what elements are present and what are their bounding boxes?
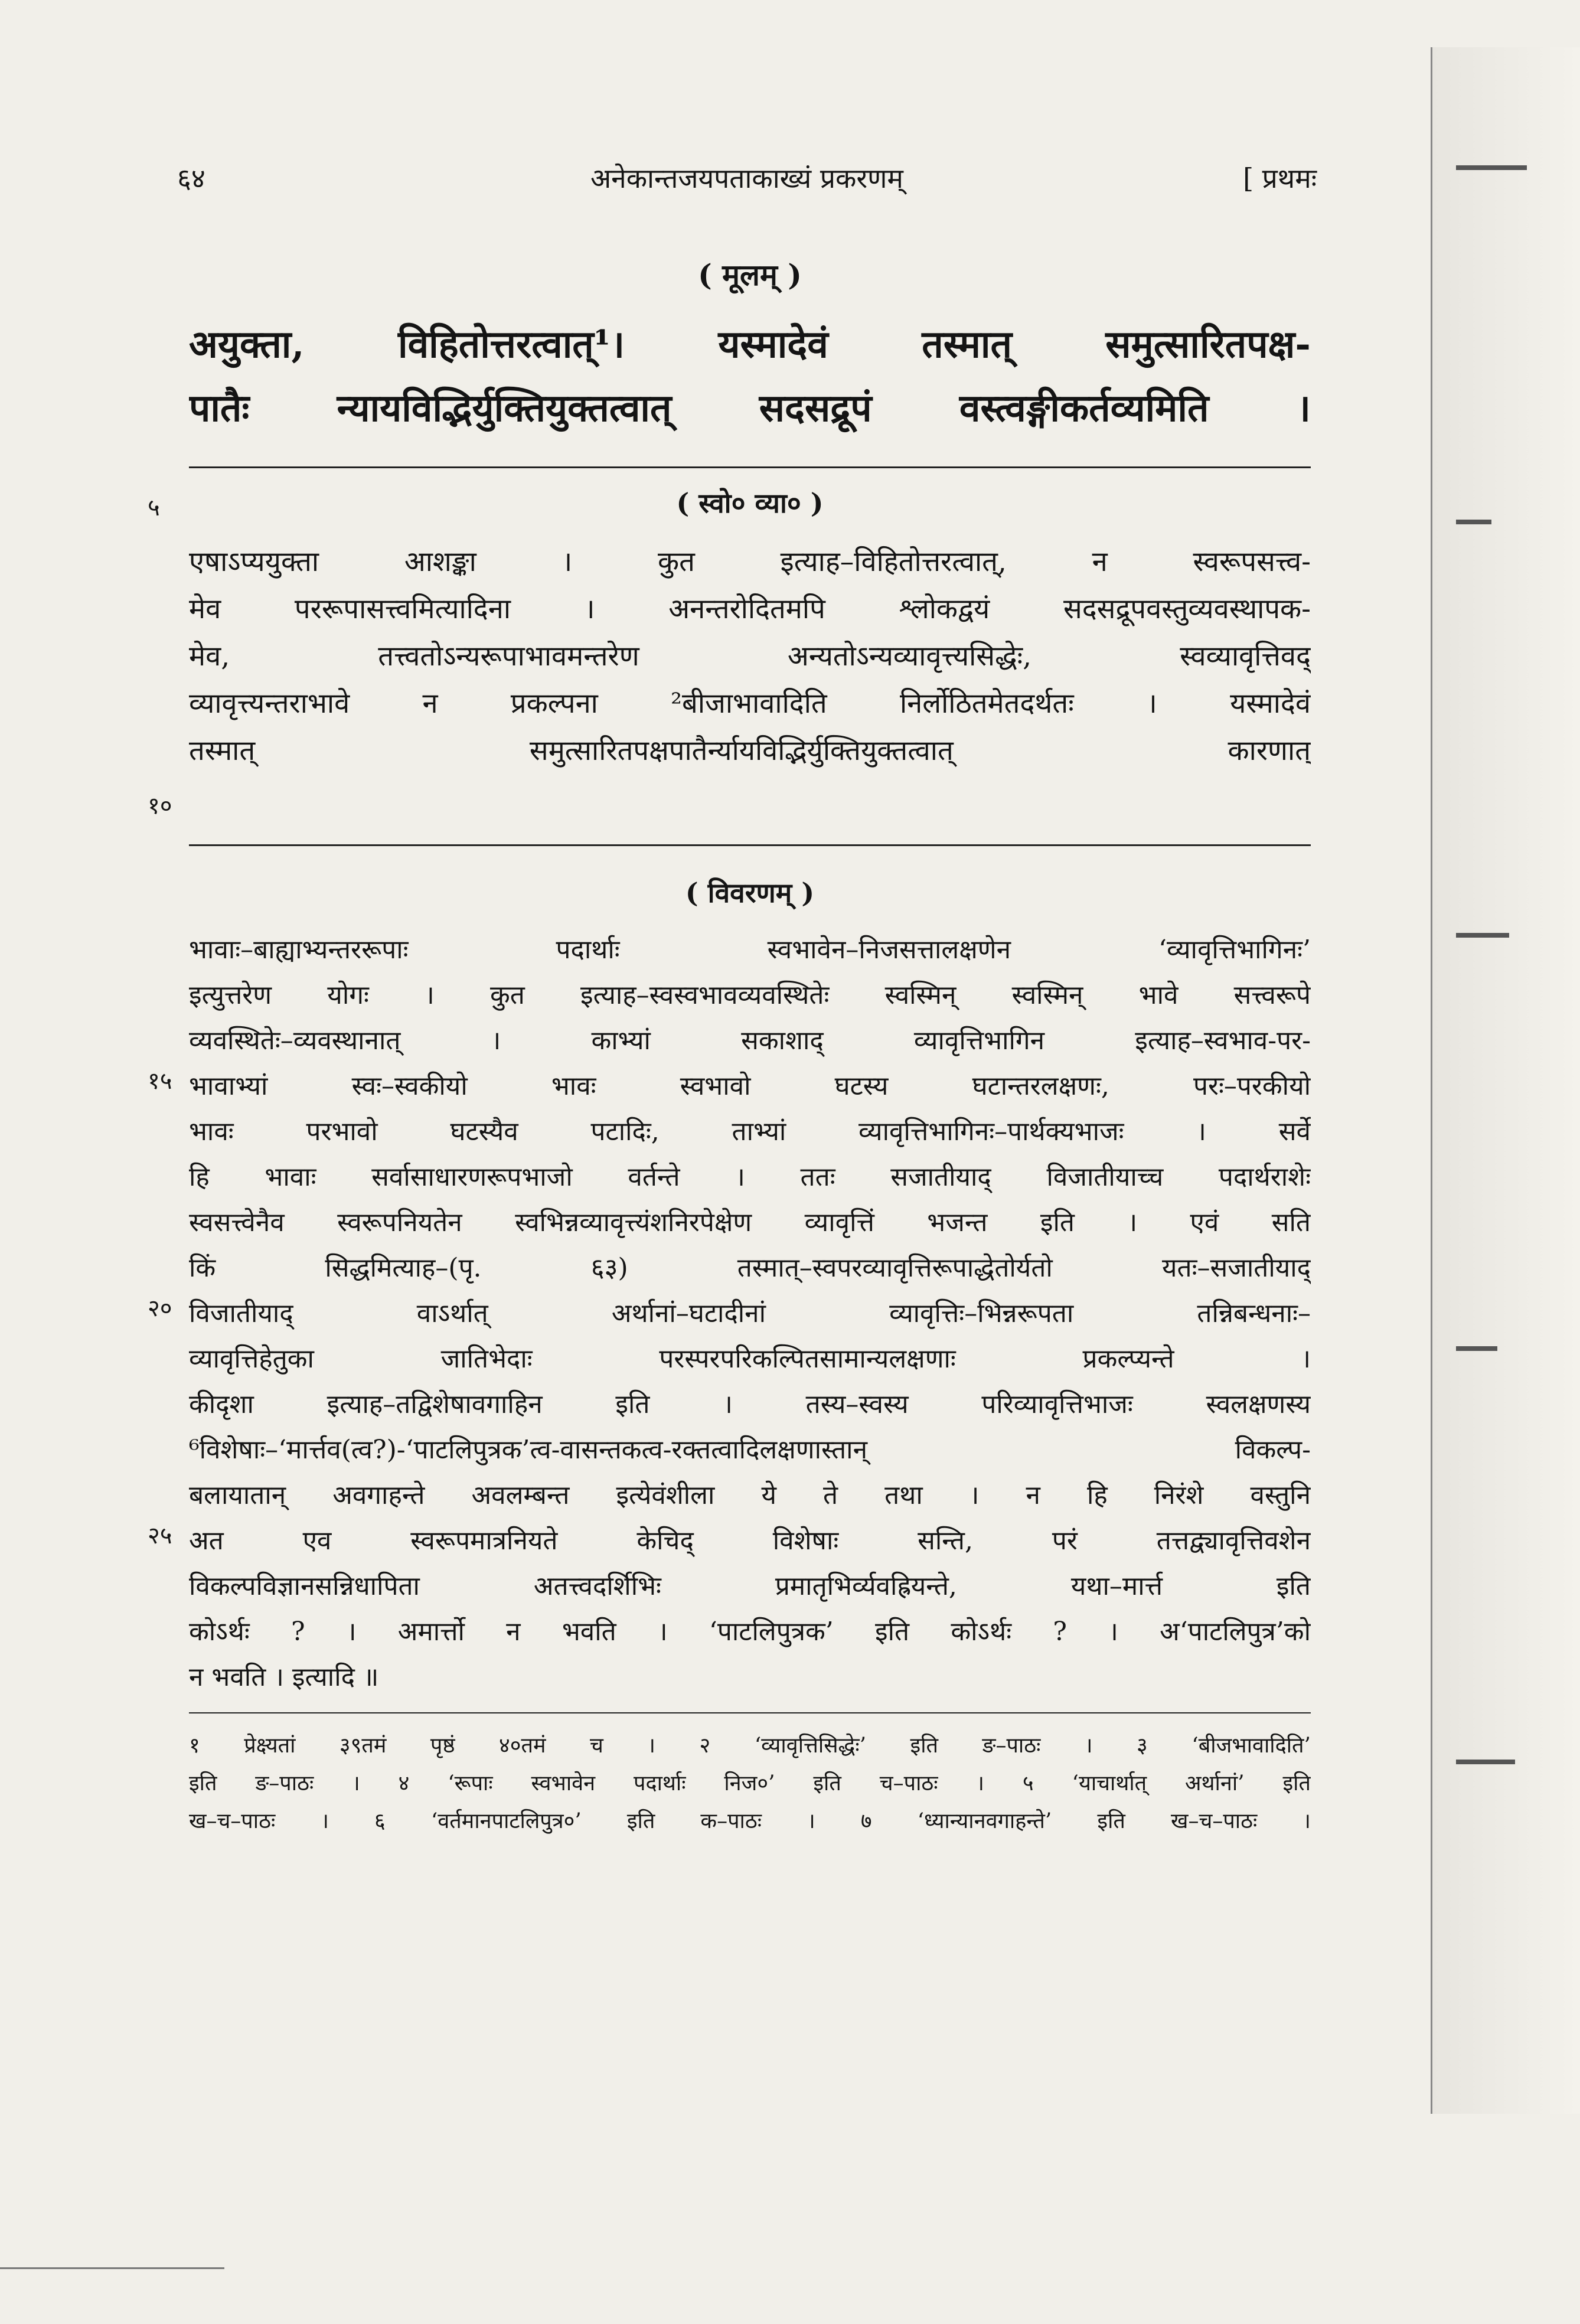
vyakhya-line: मेव, तत्त्वतोऽन्यरूपाभावमन्तरेण अन्यतोऽन्यव्यावृत्त्यसिद्धेः, स्वव्यावृत्तिवद्: [189, 640, 1311, 673]
running-header: [177, 159, 1317, 207]
vivarana-line: व्यावृत्तिहेतुका जातिभेदाः परस्परपरिकल्पितसामान्यलक्षणाः प्रकल्प्यन्ते ।: [189, 1344, 1311, 1374]
footnote-line: इति ङ–पाठः । ४ ‘रूपाः स्वभावेन पदार्थाः निज०’ इति च–पाठः । ५ ‘याचार्थात् अर्थानां’ इति: [189, 1771, 1311, 1796]
divider-rule: [189, 844, 1311, 846]
mula-heading: ( मूलम् ): [698, 257, 802, 292]
ink-mark: [1456, 1346, 1497, 1351]
mula-text: [189, 313, 1311, 440]
vivarana-line: स्वसत्त्वेनैव स्वरूपनियतेन स्वभिन्नव्यावृत्त्यंशनिरपेक्षेण व्यावृत्तिं भजन्त इति । एवं सति: [189, 1207, 1311, 1238]
line-number: २०: [148, 1295, 172, 1322]
vivarana-line: व्यवस्थितेः–व्यवस्थानात् । काभ्यां सकाशाद् व्यावृत्तिभागिन इत्याह–स्वभाव-पर-: [189, 1026, 1311, 1056]
section-label: [ प्रथमः: [1243, 162, 1317, 194]
divider-rule: [189, 466, 1311, 468]
vivarana-line: अत एव स्वरूपमात्रनियते केचिद् विशेषाः सन्ति, परं तत्तद्व्यावृत्तिवशेन: [189, 1526, 1311, 1556]
footnote-line: १ प्रेक्ष्यतां ३९तमं पृष्ठं ४०तमं च । २ ‘व्यावृत्तिसिद्धेः’ इति ङ–पाठः । ३ ‘बीजभावादिति’: [189, 1734, 1311, 1758]
line-number: १०: [148, 792, 172, 820]
vivarana-line: न भवति । इत्यादि ॥: [189, 1662, 379, 1692]
vivarana-line: भावाभ्यां स्वः–स्वकीयो भावः स्वभावो घटस्य घटान्तरलक्षणः, परः–परकीयो: [189, 1071, 1311, 1101]
vivarana-line: बलायातान् अवगाहन्ते अवलम्बन्त इत्येवंशीला ये ते तथा । न हि निरंशे वस्तुनि: [189, 1480, 1311, 1510]
vivarana-line: हि भावाः सर्वासाधारणरूपभाजो वर्तन्ते । ततः सजातीयाद् विजातीयाच्च पदार्थराशेः: [189, 1162, 1311, 1192]
vivarana-line: ⁶विशेषाः–‘मार्त्तव(त्व?)-‘पाटलिपुत्रक’त्व-वासन्तकत्व-रक्तत्वादिलक्षणास्तान् विकल्प-: [189, 1435, 1311, 1465]
page-number: ६४: [177, 162, 205, 194]
footnote-rule: [189, 1712, 1311, 1713]
ink-mark: [1456, 1760, 1515, 1764]
scan-edge-line: [0, 2267, 224, 2269]
vivarana-line: भावाः–बाह्याभ्यन्तररूपाः पदार्थाः स्वभावेन–निजसत्तालक्षणेन ‘व्यावृत्तिभागिनः’: [189, 935, 1311, 965]
mula-line: पातैः न्यायविद्भिर्युक्तियुक्तत्वात् सदसद्रूपं वस्त्वङ्गीकर्तव्यमिति ।: [189, 386, 1311, 430]
vyakhya-line: एषाऽप्ययुक्ता आशङ्का । कुत इत्याह–विहितोत्तरत्वात्, न स्वरूपसत्त्व-: [189, 546, 1311, 578]
vivarana-line: विजातीयाद् वाऽर्थात् अर्थानां–घटादीनां व्यावृत्तिः–भिन्नरूपता तन्निबन्धनाः–: [189, 1298, 1311, 1329]
vyakhya-line: व्यावृत्त्यन्तराभावे न प्रकल्पना ²बीजाभावादिति निर्लोठितमेतदर्थतः । यस्मादेवं: [189, 687, 1311, 720]
vyakhya-text: [189, 538, 1311, 775]
footnote-line: ख–च–पाठः । ६ ‘वर्तमानपाटलिपुत्र०’ इति क–पाठः । ७ ‘ध्यान्यानवगाहन्ते’ इति ख–च–पाठः ।: [189, 1809, 1311, 1833]
ink-mark: [1456, 933, 1509, 938]
vyakhya-heading: ( स्वो० व्या० ): [676, 487, 824, 519]
line-number: ५: [148, 494, 160, 521]
vivarana-line: इत्युत्तरेण योगः । कुत इत्याह–स्वस्वभावव्यवस्थितेः स्वस्मिन् स्वस्मिन् भावे सत्त्वरूपे: [189, 980, 1311, 1010]
vivarana-line: कोऽर्थः ? । अमार्त्तो न भवति । ‘पाटलिपुत्रक’ इति कोऽर्थः ? । अ‘पाटलिपुत्र’को: [189, 1617, 1311, 1647]
vivarana-heading: ( विवरणम् ): [685, 877, 815, 909]
line-number: २५: [148, 1522, 172, 1549]
facing-page-edge: [1431, 47, 1580, 2114]
mula-line: अयुक्ता, विहितोत्तरत्वात्¹। यस्मादेवं तस्मात् समुत्सारितपक्ष-: [189, 322, 1311, 367]
vyakhya-line: तस्मात् समुत्सारितपक्षपातैर्न्यायविद्भिर्युक्तियुक्तत्वात् कारणात्: [189, 735, 1311, 767]
vivarana-line: किं सिद्धमित्याह–(पृ. ६३) तस्मात्–स्वपरव्यावृत्तिरूपाद्धेतोर्यतो यतः–सजातीयाद्: [189, 1253, 1311, 1283]
vivarana-line: विकल्पविज्ञानसन्निधापिता अतत्त्वदर्शिभिः प्रमातृभिर्व्यवह्रियन्ते, यथा–मार्त्त इति: [189, 1571, 1311, 1601]
ink-mark: [1456, 165, 1527, 170]
ink-mark: [1456, 520, 1491, 524]
vivarana-line: भावः परभावो घटस्यैव पटादिः, ताभ्यां व्यावृत्तिभागिनः–पार्थक्यभाजः । सर्वे: [189, 1117, 1311, 1147]
vivarana-text: [189, 927, 1311, 1700]
line-number: १५: [148, 1068, 172, 1095]
footnotes: [189, 1727, 1311, 1840]
vyakhya-line: मेव पररूपासत्त्वमित्यादिना । अनन्तरोदितमपि श्लोकद्वयं सदसद्रूपवस्तुव्यवस्थापक-: [189, 593, 1311, 625]
book-title: अनेकान्तजयपताकाख्यं प्रकरणम्: [590, 162, 903, 194]
vivarana-line: कीदृशा इत्याह–तद्विशेषावगाहिन इति । तस्य–स्वस्य परिव्यावृत्तिभाजः स्वलक्षणस्य: [189, 1389, 1311, 1419]
